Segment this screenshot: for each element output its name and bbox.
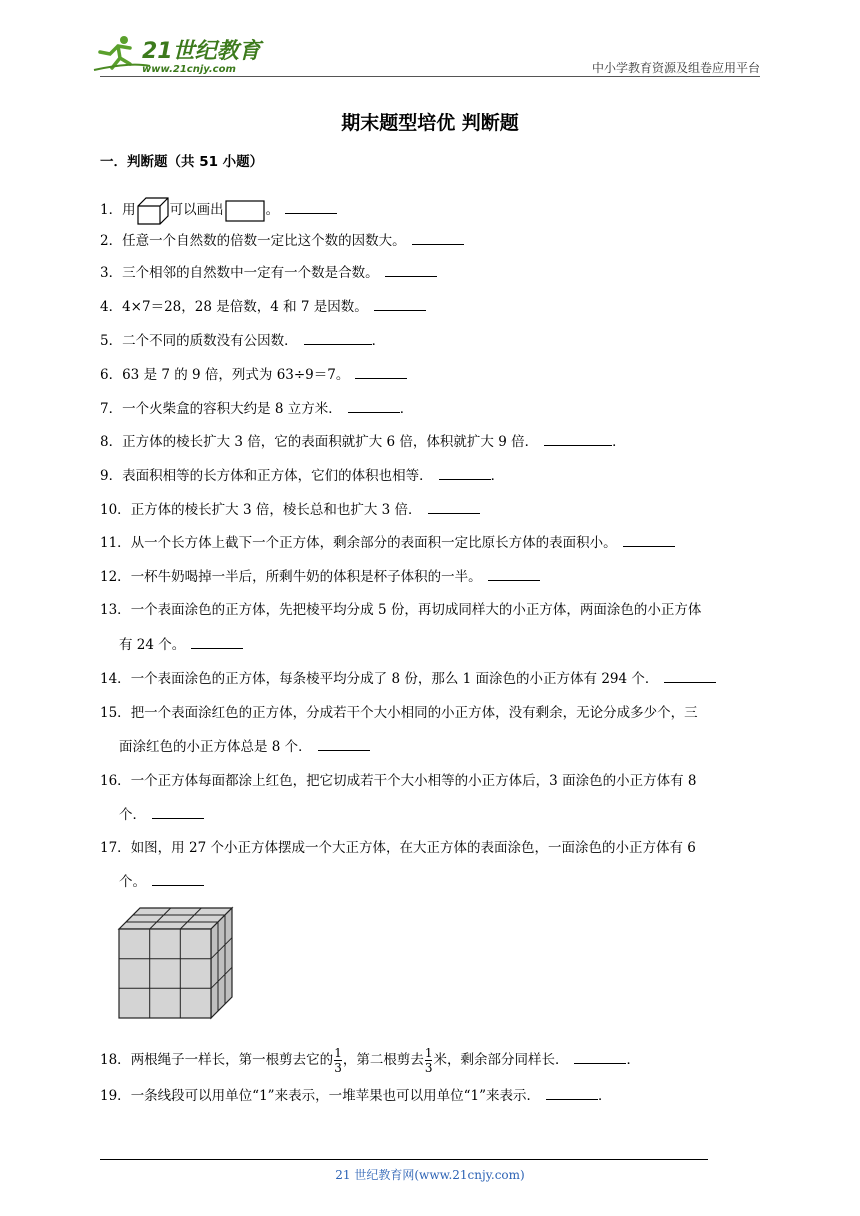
answer-blank[interactable]	[152, 869, 204, 886]
answer-blank[interactable]	[355, 362, 407, 379]
question-19: 19．一条线段可以用单位“1”来表示，一堆苹果也可以用单位“1”来表示． ．	[100, 1079, 765, 1114]
answer-blank[interactable]	[546, 1083, 598, 1100]
answer-blank[interactable]	[664, 666, 716, 683]
answer-blank[interactable]	[544, 429, 612, 446]
footer-link[interactable]: 21 世纪教育网(www.21cnjy.com)	[335, 1168, 525, 1182]
site-tagline: 中小学教育资源及组卷应用平台	[591, 61, 760, 75]
question-13-cont: 有 24 个。	[119, 628, 243, 663]
answer-blank[interactable]	[191, 632, 243, 649]
svg-text:www.21cnjy.com: www.21cnjy.com	[142, 64, 236, 75]
question-13: 13．一个表面涂色的正方体，先把棱平均分成 5 份，再切成同样大的小正方体，两面涂色的小正方体	[100, 602, 702, 618]
question-14: 14．一个表面涂色的正方体，每条棱平均分成了 8 份，那么 1 面涂色的小正方体有 294 个．	[100, 662, 765, 697]
fraction-one-third: $\frac{1}{3}$	[334, 1046, 342, 1075]
question-12: 12．一杯牛奶喝掉一半后，所剩牛奶的体积是杯子体积的一半。	[100, 560, 765, 595]
question-15: 15．把一个表面涂红色的正方体，分成若干个大小相同的小正方体，没有剩余，无论分成多少个，三	[100, 705, 698, 721]
logo-21cnjy	[90, 32, 270, 76]
question-5: 5．二个不同的质数没有公因数． ．	[100, 324, 765, 359]
svg-text:21世纪教育: 21世纪教育	[142, 39, 261, 64]
question-18: 18．两根绳子一样长，第一根剪去它的 $\frac{1}{3}$ ，第二根剪去 $\frac{1}{3}$ 米，剩余部分同样长． ．	[100, 1046, 640, 1075]
answer-blank[interactable]	[488, 564, 540, 581]
section-heading: 一．判断题（共 51 小题）	[100, 154, 264, 170]
question-9: 9．表面积相等的长方体和正方体，它们的体积也相等． ．	[100, 459, 765, 494]
question-15-cont: 面涂红色的小正方体总是 8 个．	[119, 730, 370, 765]
question-7: 7．一个火柴盒的容积大约是 8 立方米． ．	[100, 392, 765, 427]
question-17-cont: 个。	[119, 865, 204, 900]
fraction-one-third: $\frac{1}{3}$	[424, 1046, 433, 1075]
question-16: 16．一个正方体每面都涂上红色，把它切成若干个大小相等的小正方体后，3 面涂色的小正方体有 8	[100, 773, 697, 789]
question-2: 2．任意一个自然数的倍数一定比这个数的因数大。	[100, 224, 765, 259]
answer-blank[interactable]	[348, 396, 400, 413]
page-header	[90, 28, 760, 78]
answer-blank[interactable]	[304, 328, 372, 345]
answer-blank[interactable]	[374, 294, 426, 311]
question-6: 6．63 是 7 的 9 倍，列式为 63÷9＝7。	[100, 358, 765, 393]
answer-blank[interactable]	[574, 1047, 626, 1064]
question-17: 17．如图，用 27 个小正方体摆成一个大正方体，在大正方体的表面涂色，一面涂色的小正方体有 6	[100, 840, 696, 856]
answer-blank[interactable]	[439, 463, 491, 480]
header-divider	[100, 76, 760, 77]
rectangle-icon	[224, 199, 266, 223]
cube-icon	[136, 196, 170, 226]
question-11: 11．从一个长方体上截下一个正方体，剩余部分的表面积一定比原长方体的表面积小。	[100, 526, 765, 561]
question-1: 1．用 可以画出 。	[100, 193, 765, 228]
answer-blank[interactable]	[285, 197, 337, 214]
question-4: 4．4×7＝28，28 是倍数，4 和 7 是因数。	[100, 290, 765, 325]
answer-blank[interactable]	[412, 228, 464, 245]
question-10: 10．正方体的棱长扩大 3 倍，棱长总和也扩大 3 倍．	[100, 493, 765, 528]
answer-blank[interactable]	[318, 734, 370, 751]
question-3: 3．三个相邻的自然数中一定有一个数是合数。	[100, 256, 765, 291]
answer-blank[interactable]	[385, 260, 437, 277]
page-title: 期末题型培优 判断题	[341, 112, 519, 134]
question-8: 8．正方体的棱长扩大 3 倍，它的表面积就扩大 6 倍，体积就扩大 9 倍． ．	[100, 425, 765, 460]
footer-divider	[100, 1159, 708, 1160]
question-16-cont: 个．	[119, 798, 204, 833]
cube-27-figure	[116, 905, 236, 1021]
answer-blank[interactable]	[152, 802, 204, 819]
answer-blank[interactable]	[623, 530, 675, 547]
answer-blank[interactable]	[428, 497, 480, 514]
